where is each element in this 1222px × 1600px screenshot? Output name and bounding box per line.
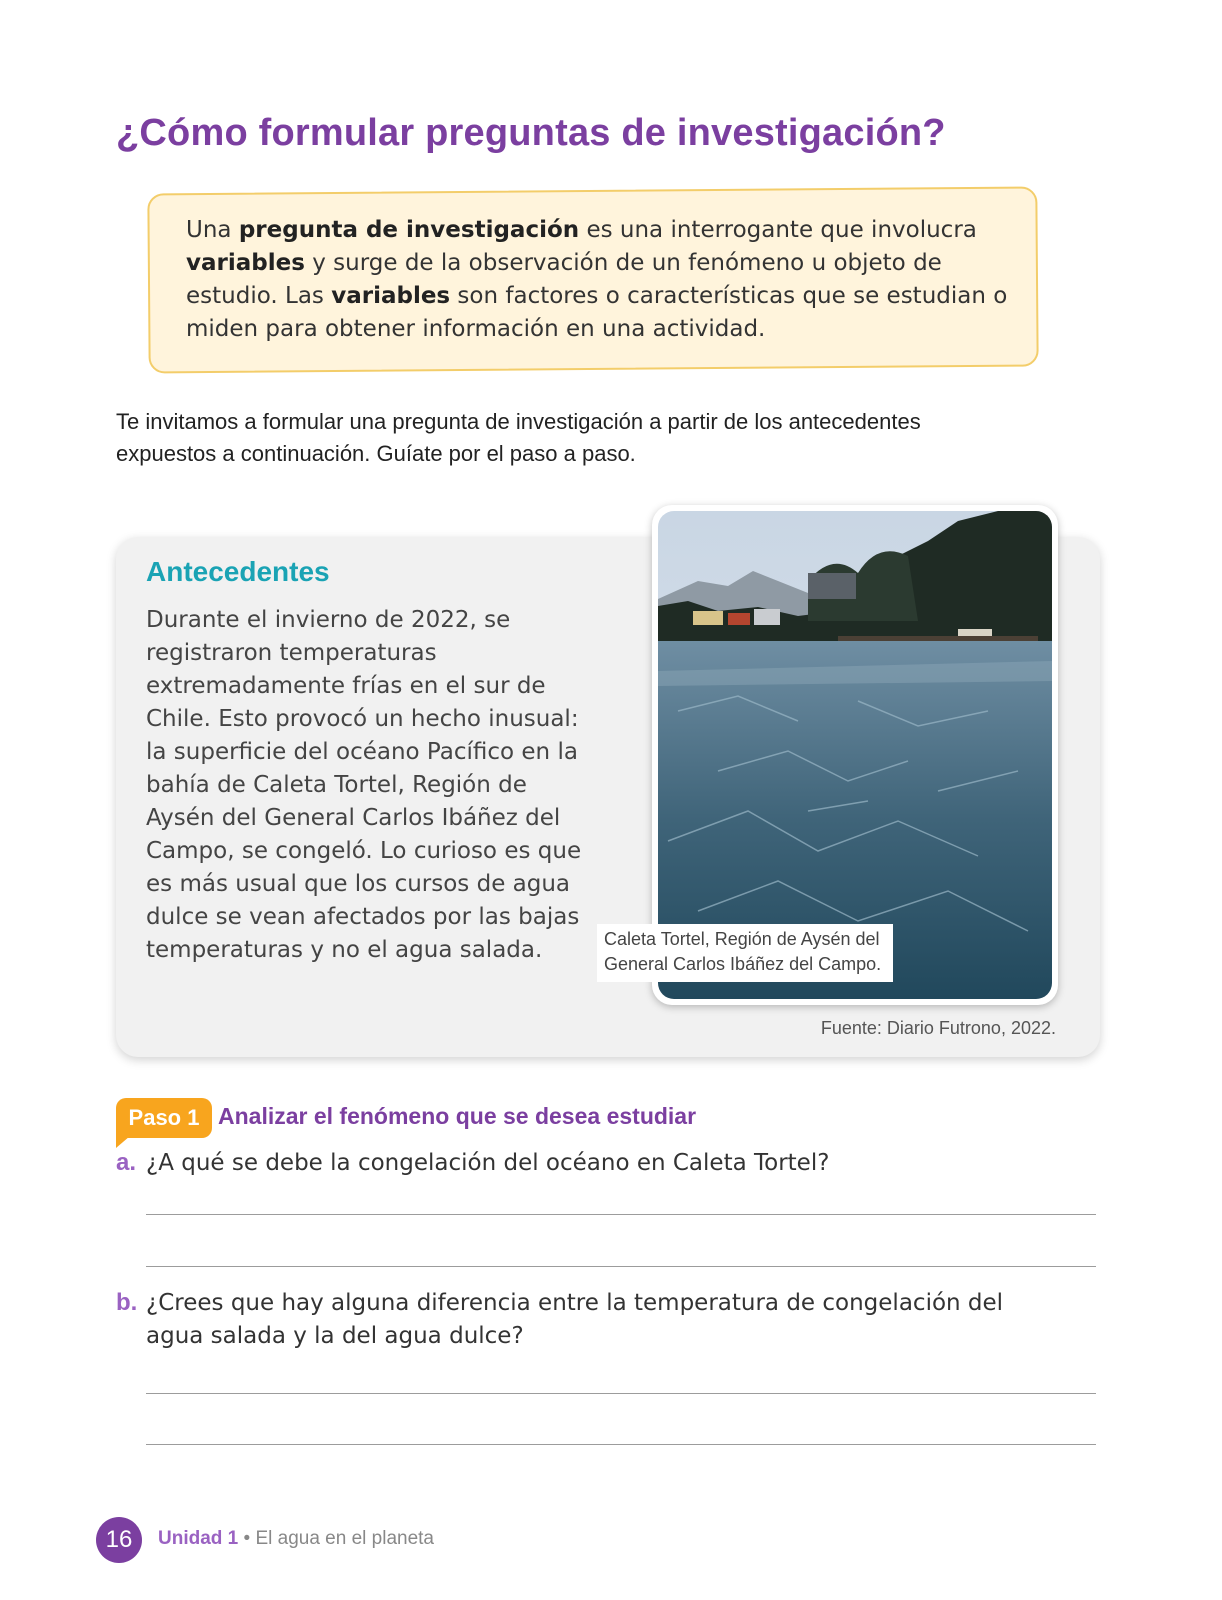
antecedentes-body: Durante el invierno de 2022, se registraron temperaturas extremadamente frías en el sur de Chile. Esto provocó un hecho inusual: la superficie del océano Pacífico en la bahía de Caleta Tortel, Región de Aysén del General Carlos Ibáñez del Campo, se congeló. Lo curioso es que es más usual que los cursos de agua dulce se vean afectados por las bajas temperaturas y no el agua salada. <box>146 607 582 963</box>
paso-title: Analizar el fenómeno que se desea estudiar <box>218 1103 697 1129</box>
photo-source: Fuente: Diario Futrono, 2022. <box>820 1018 1056 1038</box>
answer-line-a-1[interactable] <box>146 1214 1096 1215</box>
question-b-text: ¿Crees que hay alguna diferencia entre la temperatura de congelación del agua salada y la del agua dulce? <box>146 1290 1004 1349</box>
intro-text: Te invitamos a formular una pregunta de investigación a partir de los antecedentes expuestos a continuación. Guíate por el paso a paso. <box>116 409 921 466</box>
page-number: 16 <box>96 1517 142 1563</box>
answer-line-b-1[interactable] <box>146 1393 1096 1394</box>
page-title: ¿Cómo formular preguntas de investigación? <box>116 112 946 154</box>
question-a-text: ¿A qué se debe la congelación del océano en Caleta Tortel? <box>146 1150 830 1176</box>
paso-badge-tail <box>116 1136 130 1148</box>
question-a-letter: a. <box>116 1149 137 1176</box>
answer-line-b-2[interactable] <box>146 1444 1096 1445</box>
paso-badge: Paso 1 <box>116 1098 212 1138</box>
question-b-letter: b. <box>116 1289 138 1316</box>
antecedentes-title: Antecedentes <box>146 556 330 587</box>
footer-unit: Unidad 1 • El agua en el planeta <box>158 1528 434 1549</box>
answer-line-a-2[interactable] <box>146 1266 1096 1267</box>
photo-caption: Caleta Tortel, Región de Aysén del General Carlos Ibáñez del Campo. <box>597 924 893 982</box>
definition-text: Una pregunta de investigación es una interrogante que involucra variables y surge de la observación de un fenómeno u objeto de estudio. Las variables son factores o características que se estudian o miden para obtener información en una actividad. <box>186 217 1008 342</box>
